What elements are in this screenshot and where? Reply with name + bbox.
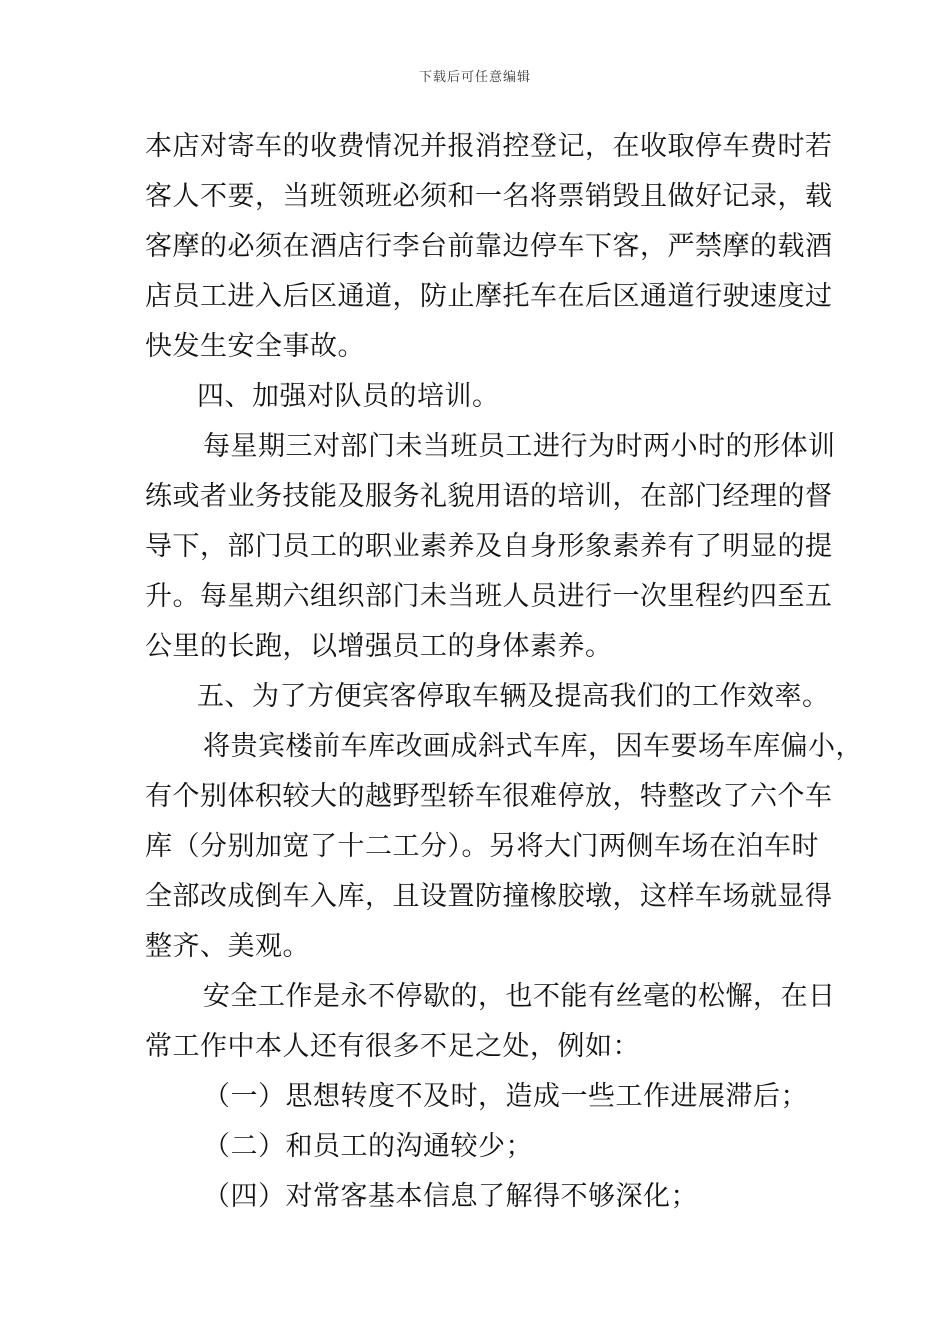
- paragraph-line: 练或者业务技能及服务礼貌用语的培训，在部门经理的督: [145, 481, 833, 512]
- paragraph-line: 安全工作是永不停歇的，也不能有丝毫的松懈，在日: [203, 981, 836, 1012]
- paragraph-line: 导下，部门员工的职业素养及自身形象素养有了明显的提: [145, 531, 833, 562]
- paragraph-line: 常工作中本人还有很多不足之处，例如：: [145, 1031, 640, 1062]
- paragraph-line: 公里的长跑，以增强员工的身体素养。: [145, 631, 613, 662]
- paragraph-line: 整齐、美观。: [145, 931, 310, 962]
- paragraph-line: 本店对寄车的收费情况并报消控登记，在收取停车费时若: [145, 131, 833, 162]
- paragraph-line: 升。每星期六组织部门未当班人员进行一次里程约四至五: [145, 581, 833, 612]
- paragraph-line: 有个别体积较大的越野型轿车很难停放，特整改了六个车: [145, 781, 833, 812]
- page-header: 下载后可任意编辑: [418, 70, 531, 85]
- section-heading: 四、加强对队员的培训。: [197, 381, 500, 412]
- list-item: （二）和员工的沟通较少；: [203, 1131, 533, 1162]
- paragraph-line: 全部改成倒车入库，且设置防撞橡胶墩，这样车场就显得: [145, 881, 833, 912]
- list-item: （四）对常客基本信息了解得不够深化；: [203, 1181, 698, 1212]
- document-body: [145, 122, 863, 1222]
- paragraph-line: 快发生安全事故。: [145, 331, 365, 362]
- list-item: （一）思想转度不及时，造成一些工作进展滞后；: [203, 1081, 808, 1112]
- paragraph-line: 将贵宾楼前车库改画成斜式车库，因车要场车库偏小，: [203, 731, 863, 762]
- paragraph-line: 客人不要，当班领班必须和一名将票销毁且做好记录，载: [145, 181, 833, 212]
- paragraph-line: 客摩的必须在酒店行李台前靠边停车下客，严禁摩的载酒: [145, 231, 833, 262]
- paragraph-line: 每星期三对部门未当班员工进行为时两小时的形体训: [203, 431, 836, 462]
- paragraph-line: 库（分别加宽了十二工分）。另将大门两侧车场在泊车时: [145, 831, 819, 862]
- paragraph-line: 店员工进入后区通道，防止摩托车在后区通道行驶速度过: [145, 281, 833, 312]
- section-heading: 五、为了方便宾客停取车辆及提高我们的工作效率。: [197, 681, 830, 712]
